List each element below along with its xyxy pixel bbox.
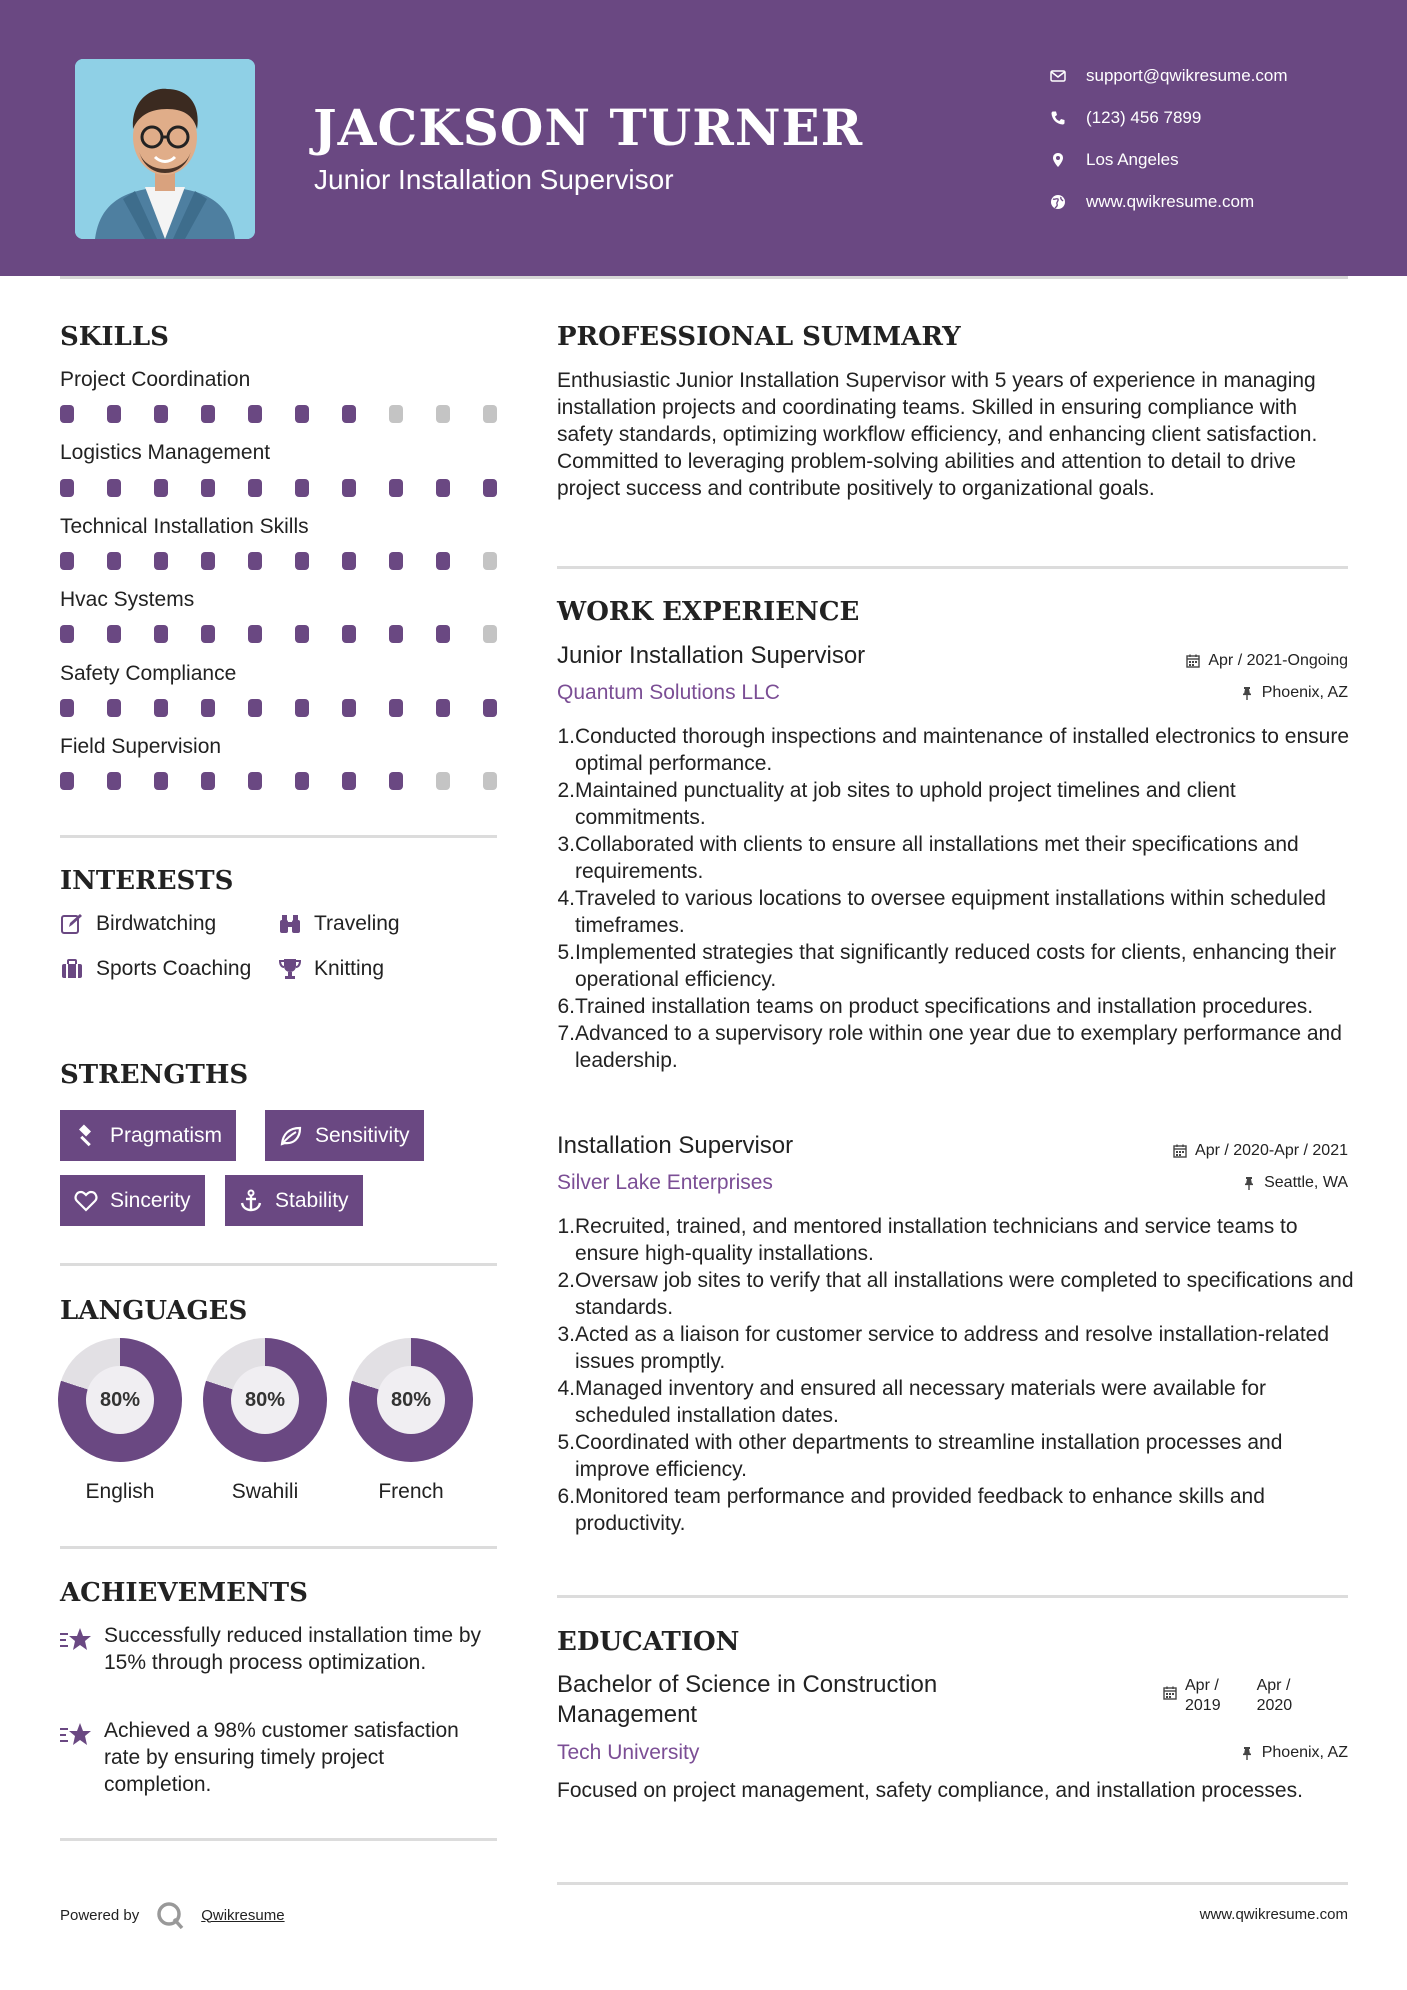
language-name: Swahili xyxy=(231,1480,299,1503)
anchor-icon xyxy=(239,1189,263,1213)
bullet-number: 6. xyxy=(557,995,575,1018)
brand-link[interactable]: Qwikresume xyxy=(201,1906,285,1924)
skill-dot-filled xyxy=(248,405,262,423)
skill-dot-filled xyxy=(342,552,356,570)
bullet-number: 1. xyxy=(557,1215,575,1238)
bullet-text: Managed inventory and ensured all necessary materials were available for scheduled installation dates. xyxy=(575,1377,1267,1427)
achievement-item xyxy=(60,1622,484,1676)
skill-dot-filled xyxy=(295,699,309,717)
bullet-number: 5. xyxy=(557,941,575,964)
strength-label: Pragmatism xyxy=(110,1123,223,1147)
bullet-text: Maintained punctuality at job sites to uphold project timelines and client commitments. xyxy=(575,779,1236,829)
education-location-text: Phoenix, AZ xyxy=(1261,1744,1348,1761)
skill-dot-filled xyxy=(154,772,168,790)
section-divider xyxy=(60,1546,497,1549)
skill-dot-filled xyxy=(248,772,262,790)
header-divider xyxy=(60,276,1348,279)
education-end xyxy=(1257,1676,1293,1716)
skill-dot-filled xyxy=(483,699,497,717)
strength-chip xyxy=(60,1175,205,1226)
skill-name: Logistics Management xyxy=(60,441,271,464)
job-bullet xyxy=(557,1020,1357,1074)
job-bullet xyxy=(557,1267,1357,1321)
job-company: Quantum Solutions LLC xyxy=(557,681,780,704)
bullet-number: 6. xyxy=(557,1485,575,1508)
skill-dot-filled xyxy=(201,479,215,497)
skill-dot-filled xyxy=(389,552,403,570)
language-name: English xyxy=(85,1480,155,1503)
contact-location-text: Los Angeles xyxy=(1086,150,1179,169)
trophy-icon xyxy=(278,957,302,981)
resume-header xyxy=(0,0,1407,276)
skill-dot-empty xyxy=(483,405,497,423)
candidate-name: JACKSON TURNER xyxy=(313,98,864,157)
interest-item xyxy=(278,957,384,981)
job-location-text: Phoenix, AZ xyxy=(1261,684,1348,701)
heart-icon xyxy=(74,1189,98,1213)
skill-dot-filled xyxy=(154,479,168,497)
section-divider xyxy=(557,1882,1348,1885)
job-bullet xyxy=(557,777,1357,831)
language-ring xyxy=(203,1338,327,1462)
job-bullet xyxy=(557,885,1357,939)
skill-dot-filled xyxy=(248,625,262,643)
star-icon xyxy=(60,1626,92,1654)
education-dates xyxy=(1163,1676,1292,1716)
skill-dot-empty xyxy=(436,405,450,423)
job-company: Silver Lake Enterprises xyxy=(557,1171,773,1194)
education-start-month: Apr / xyxy=(1185,1677,1219,1694)
contact-phone-text: (123) 456 7899 xyxy=(1086,108,1202,127)
avatar-illustration xyxy=(75,59,255,239)
language-percent: 80% xyxy=(86,1366,154,1434)
contact-website-text: www.qwikresume.com xyxy=(1086,192,1255,211)
skill-dot-filled xyxy=(154,699,168,717)
bullet-number: 1. xyxy=(557,725,575,748)
achievement-text: Successfully reduced installation time by 15% through process optimization. xyxy=(104,1624,482,1674)
strength-chip xyxy=(225,1175,363,1226)
skill-dot-filled xyxy=(295,405,309,423)
education-description: Focused on project management, safety compliance, and installation processes. xyxy=(557,1779,1303,1802)
education-degree-line2: Management xyxy=(557,1701,698,1728)
skill-dot-empty xyxy=(483,625,497,643)
contact-email-text: support@qwikresume.com xyxy=(1086,66,1288,85)
skill-dot-filled xyxy=(436,699,450,717)
bullet-text: Recruited, trained, and mentored installation technicians and service teams to ensure high-quality installations. xyxy=(575,1215,1298,1265)
strength-chip xyxy=(265,1110,424,1161)
skill-dot-filled xyxy=(342,625,356,643)
calendar-icon xyxy=(1186,654,1200,668)
job-bullet xyxy=(557,831,1357,885)
skill-dot-filled xyxy=(483,479,497,497)
skill-dot-filled xyxy=(201,552,215,570)
skills-heading: SKILLS xyxy=(60,322,169,352)
skill-dot-empty xyxy=(483,772,497,790)
skill-rating xyxy=(60,405,497,423)
job-bullet xyxy=(557,1483,1357,1537)
skill-dot-filled xyxy=(60,479,74,497)
skill-rating xyxy=(60,625,497,643)
skill-dot-filled xyxy=(60,552,74,570)
bullet-number: 3. xyxy=(557,833,575,856)
bullet-text: Conducted thorough inspections and maintenance of installed electronics to ensure optimal performance. xyxy=(575,725,1349,775)
job-role: Junior Installation Supervisor xyxy=(557,642,866,669)
strength-label: Sincerity xyxy=(110,1188,191,1212)
skill-rating xyxy=(60,479,497,497)
job-location xyxy=(1242,1174,1348,1192)
skill-dot-filled xyxy=(60,405,74,423)
job-bullet xyxy=(557,723,1357,777)
profile-photo xyxy=(75,59,255,239)
education-start xyxy=(1185,1676,1221,1716)
education-start-year: 2019 xyxy=(1185,1697,1221,1714)
language-ring xyxy=(58,1338,182,1462)
skill-dot-empty xyxy=(483,552,497,570)
job-bullet xyxy=(557,1429,1357,1483)
bullet-number: 3. xyxy=(557,1323,575,1346)
skill-dot-filled xyxy=(295,625,309,643)
language-name: French xyxy=(378,1480,444,1503)
contact-email[interactable] xyxy=(1050,55,1288,97)
skill-rating xyxy=(60,552,497,570)
section-divider xyxy=(60,1263,497,1266)
bullet-text: Implemented strategies that significantly reduced costs for clients, enhancing their operational efficiency. xyxy=(575,941,1337,991)
contact-info xyxy=(1050,55,1288,223)
interest-label: Traveling xyxy=(314,912,400,935)
skill-dot-filled xyxy=(154,405,168,423)
skill-dot-filled xyxy=(60,772,74,790)
skill-dot-filled xyxy=(60,699,74,717)
education-heading: EDUCATION xyxy=(557,1627,740,1657)
section-divider xyxy=(557,566,1348,569)
footer-powered-by xyxy=(60,1900,285,1930)
bullet-text: Traveled to various locations to oversee equipment installations within scheduled timeframes. xyxy=(575,887,1326,937)
strength-label: Sensitivity xyxy=(315,1123,410,1147)
strength-chip xyxy=(60,1110,236,1161)
skill-dot-filled xyxy=(436,625,450,643)
skill-dot-filled xyxy=(201,405,215,423)
bullet-number: 2. xyxy=(557,779,575,802)
skill-dot-filled xyxy=(107,552,121,570)
skill-dot-filled xyxy=(436,479,450,497)
education-school: Tech University xyxy=(557,1741,700,1764)
bullet-number: 4. xyxy=(557,887,575,910)
skill-rating xyxy=(60,699,497,717)
skill-dot-filled xyxy=(201,699,215,717)
summary-heading: PROFESSIONAL SUMMARY xyxy=(557,322,961,352)
star-icon xyxy=(60,1721,92,1749)
calendar-icon xyxy=(1163,1686,1177,1700)
bullet-text: Acted as a liaison for customer service to address and resolve installation-related issues promptly. xyxy=(575,1323,1330,1373)
bullet-text: Monitored team performance and provided feedback to enhance skills and productivity. xyxy=(575,1485,1265,1535)
skill-dot-filled xyxy=(342,479,356,497)
language-item xyxy=(58,1338,182,1504)
skill-dot-filled xyxy=(389,479,403,497)
job-dates-text: Apr / 2020-Apr / 2021 xyxy=(1195,1142,1348,1159)
language-item xyxy=(203,1338,327,1504)
education-location xyxy=(1240,1744,1348,1762)
skill-dot-filled xyxy=(107,479,121,497)
bullet-number: 2. xyxy=(557,1269,575,1292)
skill-dot-filled xyxy=(436,552,450,570)
map-pin-icon xyxy=(1050,152,1066,168)
bullet-number: 5. xyxy=(557,1431,575,1454)
interest-label: Knitting xyxy=(314,957,385,980)
job-bullets xyxy=(557,1213,1357,1537)
job-bullet xyxy=(557,939,1357,993)
candidate-title: Junior Installation Supervisor xyxy=(314,164,674,195)
experience-heading: WORK EXPERIENCE xyxy=(557,597,860,627)
languages-heading: LANGUAGES xyxy=(60,1296,248,1326)
bullet-text: Coordinated with other departments to streamline installation processes and improve efficiency. xyxy=(575,1431,1283,1481)
education-degree-line1: Bachelor of Science in Construction xyxy=(557,1671,938,1698)
section-divider xyxy=(557,1595,1348,1598)
summary-text: Enthusiastic Junior Installation Supervisor with 5 years of experience in managing installation projects and coordinating teams. Skilled in ensuring compliance with safety standards, optimizing workflow efficiency, and enhancing client satisfaction. Committed to leveraging problem-solving abilities and attention to detail to drive project success and contribute positively to organizational goals. xyxy=(557,369,1318,500)
skill-dot-filled xyxy=(154,625,168,643)
skill-dot-filled xyxy=(248,699,262,717)
job-bullet xyxy=(557,993,1357,1020)
skill-name: Project Coordination xyxy=(60,368,251,391)
edit-icon xyxy=(60,912,84,936)
leaf-icon xyxy=(279,1124,303,1148)
job-bullet xyxy=(557,1321,1357,1375)
interests-heading: INTERESTS xyxy=(60,866,234,896)
skill-dot-filled xyxy=(389,772,403,790)
interest-label: Birdwatching xyxy=(96,912,217,935)
skill-dot-filled xyxy=(107,772,121,790)
skill-dot-filled xyxy=(295,552,309,570)
achievement-text: Achieved a 98% customer satisfaction rate by ensuring timely project completion. xyxy=(104,1719,459,1796)
job-bullet xyxy=(557,1213,1357,1267)
strength-label: Stability xyxy=(275,1188,349,1212)
skill-dot-filled xyxy=(107,699,121,717)
skill-dot-empty xyxy=(389,405,403,423)
bullet-text: Collaborated with clients to ensure all installations met their specifications and requirements. xyxy=(575,833,1299,883)
bullet-text: Advanced to a supervisory role within one year due to exemplary performance and leadership. xyxy=(575,1022,1342,1072)
skill-name: Field Supervision xyxy=(60,735,222,758)
interest-item xyxy=(60,912,216,936)
job-dates xyxy=(1186,652,1348,670)
contact-phone[interactable] xyxy=(1050,97,1288,139)
language-percent: 80% xyxy=(377,1366,445,1434)
bullet-number: 7. xyxy=(557,1022,575,1045)
bullet-text: Trained installation teams on product specifications and installation procedures. xyxy=(575,995,1314,1018)
skill-rating xyxy=(60,772,497,790)
job-location-text: Seattle, WA xyxy=(1264,1174,1348,1191)
contact-website[interactable] xyxy=(1050,181,1288,223)
education-end-month: Apr / xyxy=(1256,1677,1291,1694)
skill-name: Hvac Systems xyxy=(60,588,195,611)
skill-dot-filled xyxy=(295,772,309,790)
suitcase-icon xyxy=(60,957,84,981)
section-divider xyxy=(60,835,497,838)
footer-website[interactable]: www.qwikresume.com xyxy=(1199,1906,1348,1923)
skill-dot-filled xyxy=(201,772,215,790)
interest-item xyxy=(278,912,400,936)
skill-name: Safety Compliance xyxy=(60,662,237,685)
globe-icon xyxy=(1050,194,1066,210)
skill-dot-filled xyxy=(342,772,356,790)
strengths-heading: STRENGTHS xyxy=(60,1060,249,1090)
skill-dot-filled xyxy=(201,625,215,643)
skill-dot-filled xyxy=(60,625,74,643)
skill-dot-empty xyxy=(436,772,450,790)
job-dates-text: Apr / 2021-Ongoing xyxy=(1208,652,1348,669)
contact-location xyxy=(1050,139,1288,181)
qwikresume-logo-icon xyxy=(155,1900,185,1930)
bullet-text: Oversaw job sites to verify that all installations were completed to specifications and standards. xyxy=(575,1269,1354,1319)
skill-dot-filled xyxy=(389,625,403,643)
envelope-icon xyxy=(1050,68,1066,84)
achievements-heading: ACHIEVEMENTS xyxy=(60,1578,308,1608)
skill-dot-filled xyxy=(342,699,356,717)
phone-icon xyxy=(1050,110,1066,126)
interest-label: Sports Coaching xyxy=(96,957,252,980)
skill-dot-filled xyxy=(107,625,121,643)
bullet-number: 4. xyxy=(557,1377,575,1400)
language-item xyxy=(349,1338,473,1504)
skill-dot-filled xyxy=(107,405,121,423)
job-role: Installation Supervisor xyxy=(557,1132,794,1159)
skill-dot-filled xyxy=(248,479,262,497)
section-divider xyxy=(60,1838,497,1841)
binoculars-icon xyxy=(278,912,302,936)
powered-by-text: Powered by xyxy=(60,1906,140,1924)
skill-dot-filled xyxy=(295,479,309,497)
gavel-icon xyxy=(74,1124,98,1148)
skill-dot-filled xyxy=(389,699,403,717)
pushpin-icon xyxy=(1240,1746,1254,1760)
language-percent: 80% xyxy=(231,1366,299,1434)
calendar-icon xyxy=(1173,1144,1187,1158)
skill-dot-filled xyxy=(154,552,168,570)
skill-dot-filled xyxy=(248,552,262,570)
language-ring xyxy=(349,1338,473,1462)
achievement-item xyxy=(60,1717,484,1798)
interest-item xyxy=(60,957,251,981)
pushpin-icon xyxy=(1240,686,1254,700)
job-bullet xyxy=(557,1375,1357,1429)
skill-dot-filled xyxy=(342,405,356,423)
job-dates xyxy=(1173,1142,1348,1160)
pushpin-icon xyxy=(1242,1176,1256,1190)
education-end-year: 2020 xyxy=(1256,1697,1293,1714)
skill-name: Technical Installation Skills xyxy=(60,515,309,538)
job-location xyxy=(1240,684,1348,702)
job-bullets xyxy=(557,723,1357,1074)
